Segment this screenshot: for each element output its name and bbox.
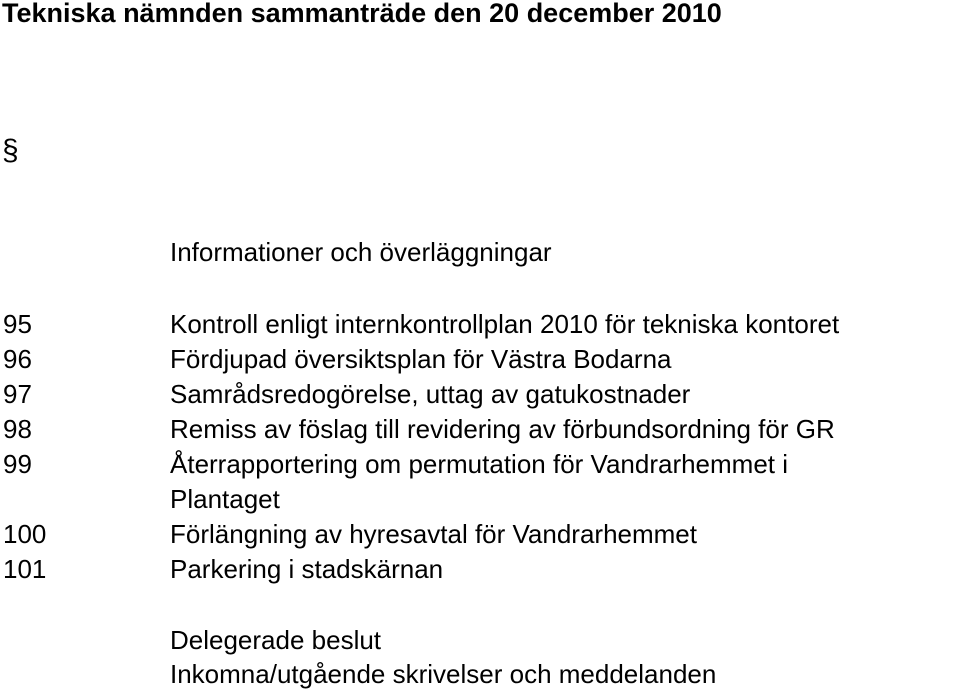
agenda-item xyxy=(0,447,960,517)
item-number: 99 xyxy=(3,449,32,479)
item-number: 97 xyxy=(3,379,32,409)
agenda-item xyxy=(0,552,960,587)
agenda-item xyxy=(0,377,960,412)
section-symbol: § xyxy=(2,134,19,167)
document-title: Tekniska nämnden sammanträde den 20 december 2010 xyxy=(2,0,722,28)
item-number: 98 xyxy=(3,414,32,444)
item-text: Fördjupad översiktsplan för Västra Bodarna xyxy=(170,344,672,374)
item-text: Kontroll enligt internkontrollplan 2010 för tekniska kontoret xyxy=(170,309,840,339)
agenda-item xyxy=(0,307,960,342)
heading-delegerade-beslut: Delegerade beslut xyxy=(170,625,382,655)
agenda-list xyxy=(0,307,960,587)
heading-skrivelser: Inkomna/utgående skrivelser och meddelanden xyxy=(170,659,717,689)
item-number: 96 xyxy=(3,344,32,374)
heading-informationer: Informationer och överläggningar xyxy=(170,237,552,267)
item-text: Förlängning av hyresavtal för Vandrarhemmet xyxy=(170,519,697,549)
item-number: 101 xyxy=(3,554,47,584)
item-text: Parkering i stadskärnan xyxy=(170,554,444,584)
item-number: 100 xyxy=(3,519,47,549)
item-text: Återrapportering om permutation för Vandrarhemmet i Plantaget xyxy=(170,449,789,514)
item-text: Samrådsredogörelse, uttag av gatukostnader xyxy=(170,379,691,409)
item-number: 95 xyxy=(3,309,32,339)
agenda-item xyxy=(0,517,960,552)
item-text: Remiss av föslag till revidering av förbundsordning för GR xyxy=(170,414,835,444)
agenda-item xyxy=(0,342,960,377)
agenda-item xyxy=(0,412,960,447)
